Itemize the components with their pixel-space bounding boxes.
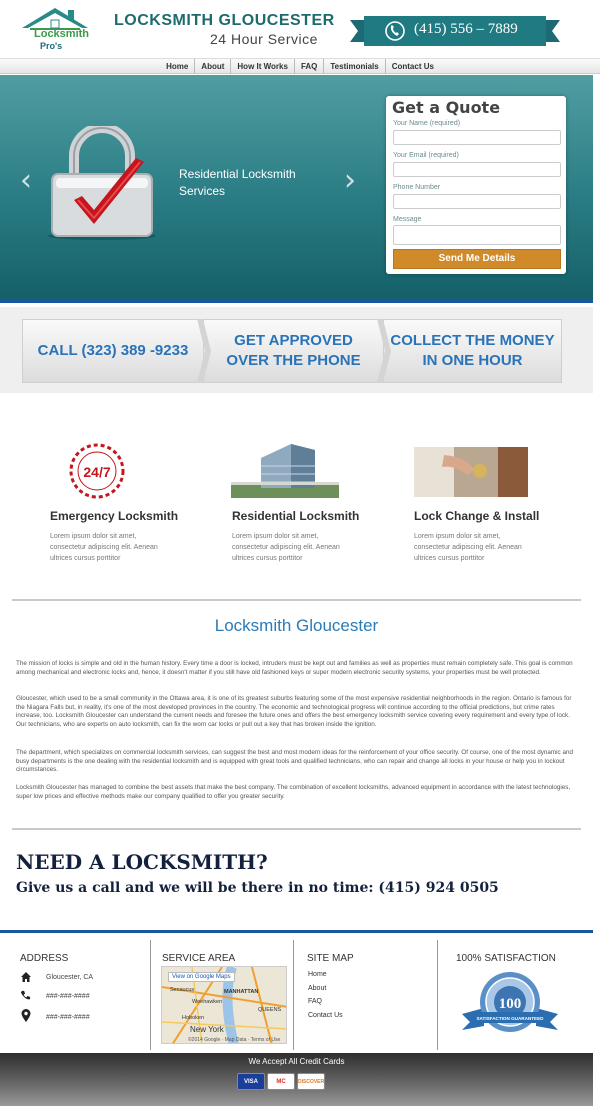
service-text-emergency: Lorem ipsum dolor sit amet, consectetur adipiscing elit. Aenean ultrices cursus porttitor <box>50 533 158 562</box>
section-divider <box>12 828 581 830</box>
slide-caption: Residential Locksmith Services <box>179 167 296 198</box>
address-heading: ADDRESS <box>20 953 69 964</box>
mastercard-icon: MC <box>267 1073 295 1090</box>
nav-about[interactable]: About <box>195 59 231 74</box>
satisfaction-heading: 100% SATISFACTION <box>456 953 556 964</box>
sitemap-home[interactable]: Home <box>308 971 327 978</box>
phone-label: Phone Number <box>393 184 441 191</box>
service-text-lock-change: Lorem ipsum dolor sit amet, consectetur adipiscing elit. Aenean ultrices cursus porttitor <box>414 533 522 562</box>
footer-separator <box>150 940 151 1050</box>
email-label: Your Email (required) <box>393 152 459 159</box>
step-approved[interactable] <box>203 319 384 383</box>
map-label: Secaucus <box>170 987 195 993</box>
discover-icon: DISCOVER <box>297 1073 325 1090</box>
nav-home[interactable]: Home <box>160 59 195 74</box>
name-label: Your Name (required) <box>393 120 461 127</box>
map-label: Hoboken <box>182 1015 205 1021</box>
phone-input[interactable] <box>393 194 561 209</box>
sitemap-about[interactable]: About <box>308 985 327 992</box>
cta-headline: NEED A LOCKSMITH? <box>16 850 268 874</box>
map-label: MANHATTAN <box>224 989 259 995</box>
satisfaction-seal-icon <box>462 970 558 1038</box>
service-area-heading: SERVICE AREA <box>162 953 236 964</box>
logo-text: Locksmith <box>34 28 90 40</box>
service-title-residential[interactable]: Residential Locksmith <box>232 509 360 523</box>
map-label: Weehawken <box>192 999 223 1005</box>
office-building-icon <box>231 444 339 498</box>
fax-number[interactable]: ###-###-#### <box>46 1014 90 1021</box>
service-title-lock-change[interactable]: Lock Change & Install <box>414 509 540 523</box>
service-text-residential: Lorem ipsum dolor sit amet, consectetur adipiscing elit. Aenean ultrices cursus porttitor <box>232 533 340 562</box>
site-title: LOCKSMITH GLOUCESTER <box>114 12 335 29</box>
about-paragraph: Locksmith Gloucester has managed to combine the best assets that make the best company. The combination of excellent locksmiths, advanced equipment in accordance with the latest technologies, super low prices and effective methods make our company qualified to offer you greater security. <box>16 784 571 800</box>
step-call[interactable] <box>22 319 204 383</box>
padlock-check-icon <box>44 126 160 242</box>
nav-faq[interactable]: FAQ <box>295 59 324 74</box>
service-title-emergency[interactable]: Emergency Locksmith <box>50 509 179 523</box>
header <box>0 0 600 58</box>
service-area-map[interactable] <box>161 966 287 1044</box>
quote-title: Get a Quote <box>392 98 501 117</box>
map-label: QUEENS <box>258 1007 282 1013</box>
step-approved-text: GET APPROVED OVER THE PHONE <box>226 332 361 369</box>
step-collect[interactable] <box>383 319 562 383</box>
view-google-maps-button[interactable]: View on Google Maps <box>168 972 235 982</box>
phone-number[interactable]: ###-###-#### <box>46 993 90 1000</box>
logo-subtext: Pro's <box>40 41 63 51</box>
map-label: New York <box>190 1025 224 1034</box>
about-heading: Locksmith Gloucester <box>214 616 379 635</box>
footer-separator <box>437 940 438 1050</box>
message-label: Message <box>393 216 422 223</box>
message-textarea[interactable] <box>393 225 561 245</box>
door-lock-hand-icon <box>414 447 528 497</box>
step-call-text: CALL (323) 389 -9233 <box>37 342 189 359</box>
slider-prev-arrow[interactable]: ‹ <box>20 163 32 198</box>
site-subtitle: 24 Hour Service <box>210 31 318 47</box>
cta-subline: Give us a call and we will be there in no time: (415) 924 0505 <box>16 880 499 896</box>
sitemap-faq[interactable]: FAQ <box>308 998 323 1005</box>
nav-testimonials[interactable]: Testimonials <box>324 59 385 74</box>
nav-contact[interactable]: Contact Us <box>391 62 434 71</box>
hero-divider <box>0 299 593 303</box>
main-nav <box>0 58 600 74</box>
24-7-badge-icon <box>66 443 128 499</box>
seal-number: 100 <box>498 996 522 1012</box>
sitemap-contact[interactable]: Contact Us <box>308 1012 343 1019</box>
map-pin-icon <box>21 1009 31 1022</box>
about-paragraph: The mission of locks is simple and old in the human history. Every time a door is locked, intruders must be kept out and families as well as properties must remain completely safe. This goal is common among mechanical and electronic locks and, hence, it doesn't matter if you still have old fashioned keys or super modern electronic security systems, your properties must be well protected. <box>16 660 573 676</box>
step-chevron-icon <box>377 319 391 383</box>
about-paragraph: Gloucester, which used to be a small community in the Ottawa area, it is one of its greatest suburbs featuring some of the most expensive residential neighborhoods in the region. Ontario is famous for the Niagara Falls but, in reality, it's one of the most developed provinces in the country. The economic and technological progress will continue according to the official predictions, but crime rates increase, too. Locksmith Gloucester can understand the current needs and foresee the future ones and offers the best emergency locksmith service covering every requirement and every type of lock. Our technicians, who are experts on auto locksmith, can fix the worn car locks or pull out a key that has broken inside the ignition. <box>16 695 572 728</box>
home-icon <box>20 971 32 983</box>
map-copyright: ©2014 Google · Map Data · Terms of Use <box>188 1037 281 1043</box>
footer-separator <box>293 940 294 1050</box>
phone-icon <box>20 990 31 1001</box>
credit-cards-text: We Accept All Credit Cards <box>248 1057 345 1066</box>
sitemap-heading: SITE MAP <box>307 953 354 964</box>
seal-text: SATISFACTION GUARANTEED <box>476 1016 544 1021</box>
quote-form <box>386 96 566 274</box>
step-chevron-icon <box>197 319 211 383</box>
section-divider <box>12 599 581 601</box>
about-paragraph: The department, which specializes on commercial locksmith services, can suggest the best and most modern ideas for the reinforcement of your office security. Of course, one of the most dynamic and busy departments is the one dealing with the residential locksmith and is equipped with great tools and qualified technicians, who can repair and change all locks in your house or help you in lockout circumstances. <box>16 749 573 774</box>
badge-text: 24/7 <box>83 464 111 480</box>
name-input[interactable] <box>393 130 561 145</box>
address-text: Gloucester, CA <box>46 974 94 981</box>
email-input[interactable] <box>393 162 561 177</box>
header-phone[interactable]: (415) 556 – 7889 <box>414 21 518 37</box>
nav-how-it-works[interactable]: How It Works <box>231 59 295 74</box>
visa-icon: VISA <box>237 1073 265 1090</box>
send-details-button[interactable]: Send Me Details <box>393 249 561 269</box>
slider-next-arrow[interactable]: › <box>344 163 356 198</box>
step-collect-text: COLLECT THE MONEY IN ONE HOUR <box>390 332 555 369</box>
